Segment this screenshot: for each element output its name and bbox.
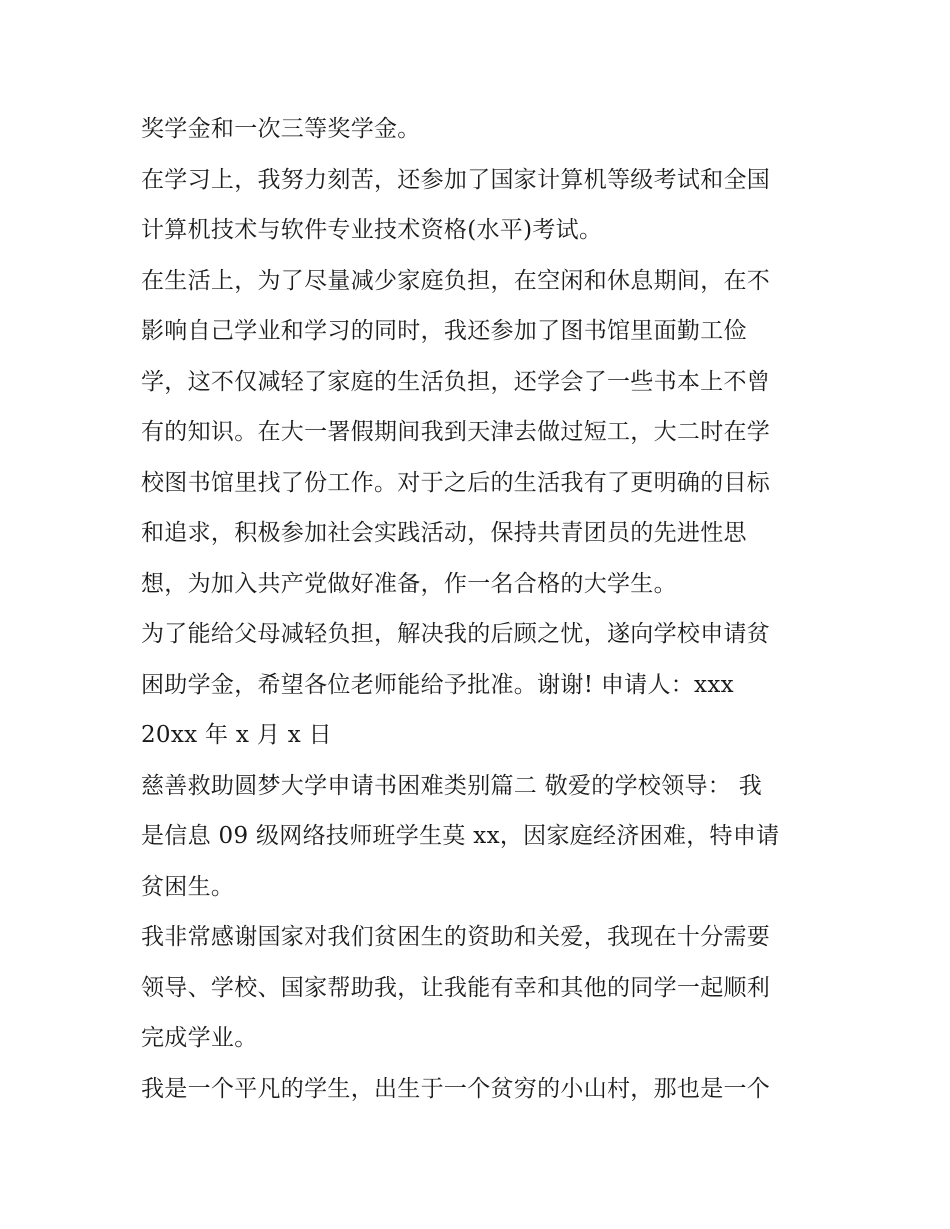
- text-line: 在生活上，为了尽量减少家庭负担，在空闲和休息期间，在不: [141, 267, 771, 294]
- text-line: 我非常感谢国家对我们贫困生的资助和关爱，我现在十分需要: [141, 924, 771, 950]
- text-line: 困助学金，希望各位老师能给予批准。谢谢! 申请人：xxx: [141, 671, 734, 698]
- text-line: 想，为加入共产党做好准备，作一名合格的大学生。: [141, 570, 677, 597]
- text-line: 领导、学校、国家帮助我，让我能有幸和其他的同学一起顺利: [141, 974, 771, 1001]
- text-line: 我是一个平凡的学生，出生于一个贫穷的小山村，那也是一个: [141, 1075, 771, 1102]
- text-line: 计算机技术与软件专业技术资格(水平)考试。: [141, 217, 603, 243]
- text-line: 完成学业。: [141, 1025, 258, 1051]
- text-line: 校图书馆里找了份工作。对于之后的生活我有了更明确的目标: [141, 469, 771, 496]
- text-line: 和追求，积极参加社会实践活动，保持共青团员的先进性思: [141, 520, 747, 546]
- text-line: 是信息 09 级网络技师班学生莫 xx，因家庭经济困难，特申请: [141, 823, 780, 849]
- text-line: 奖学金和一次三等奖学金。: [141, 116, 421, 142]
- section-heading-line: 慈善救助圆梦大学申请书困难类别篇二 敬爱的学校领导： 我: [141, 772, 763, 799]
- document-body: [141, 104, 821, 1114]
- text-line: 有的知识。在大一署假期间我到天津去做过短工，大二时在学: [141, 419, 771, 445]
- text-line: 在学习上，我努力刻苦，还参加了国家计算机等级考试和全国: [141, 166, 771, 193]
- text-line: 学，这不仅减轻了家庭的生活负担，还学会了一些书本上不曾: [141, 368, 771, 395]
- text-line: 影响自己学业和学习的同时，我还参加了图书馆里面勤工俭: [141, 318, 747, 344]
- date-line: 20xx 年 x 月 x 日: [141, 722, 332, 748]
- text-line: 为了能给父母减轻负担，解决我的后顾之忧，遂向学校申请贫: [141, 621, 771, 647]
- text-line: 贫困生。: [141, 873, 235, 900]
